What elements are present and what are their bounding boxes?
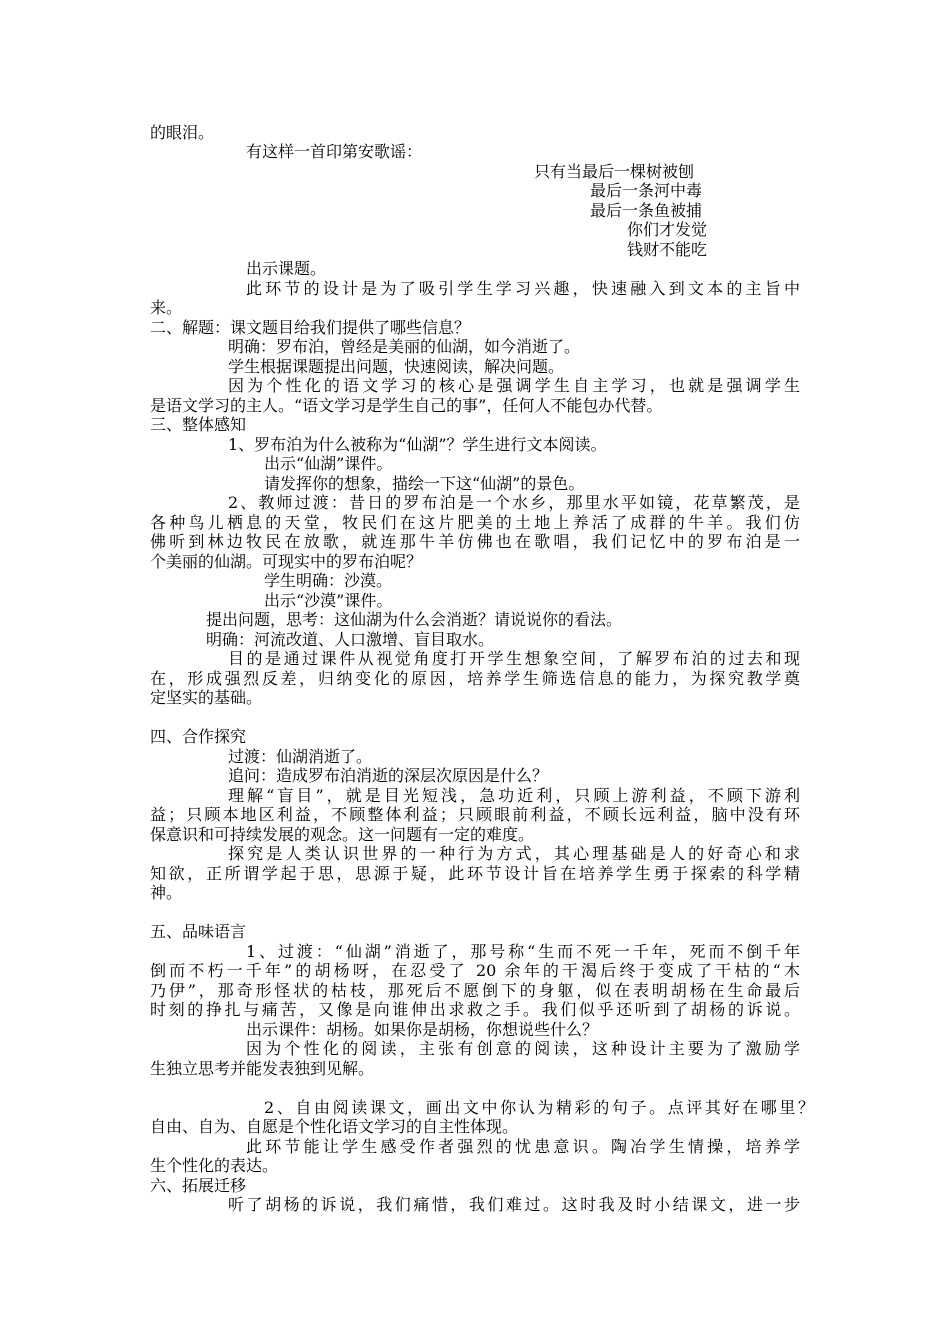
section-heading: 六、拓展迁移 xyxy=(150,1176,247,1195)
text-line: 倒而不朽一千年”的胡杨呀，在忍受了 20 余年的干渴后终于变成了干枯的“木 xyxy=(150,961,800,980)
text-line: 1、过渡：“仙湖”消逝了，那号称“生而不死一千年，死而不倒千年 xyxy=(246,942,800,961)
text-line: 此环节能让学生感受作者强烈的忧患意识。陶冶学生情操，培养学 xyxy=(246,1137,800,1156)
text-line: 个美丽的仙湖。可现实中的罗布泊呢？ xyxy=(150,552,423,571)
text-line: 提出问题，思考：这仙湖为什么会消逝？请说说你的看法。 xyxy=(206,610,623,629)
text-line: 听了胡杨的诉说，我们痛惜，我们难过。这时我及时小结课文，进一步 xyxy=(228,1195,800,1214)
text-line: 因为个性化的阅读，主张有创意的阅读，这种设计主要为了激励学 xyxy=(246,1039,800,1058)
poem-line: 钱财不能吃 xyxy=(627,240,708,259)
text-line: 定坚实的基础。 xyxy=(150,688,263,707)
text-line: 神。 xyxy=(150,883,183,902)
text-line: 2、教师过渡：昔日的罗布泊是一个水乡，那里水平如镜，花草繁茂，是 xyxy=(228,493,800,512)
text-line: 自由、自为、自愿是个性化语文学习的自主性体现。 xyxy=(150,1117,519,1136)
poem-line: 你们才发觉 xyxy=(627,220,708,239)
text-line: 出示课件：胡杨。如果你是胡杨，你想说些什么？ xyxy=(246,1020,599,1039)
text-line: 时刻的挣扎与痛苦，又像是向谁伸出求救之手。我们似乎还听到了胡杨的诉说。 xyxy=(150,1000,800,1019)
text-line: 学生根据课题提出问题，快速阅读，解决问题。 xyxy=(228,357,565,376)
text-line: 因为个性化的语文学习的核心是强调学生自主学习，也就是强调学生 xyxy=(228,376,800,395)
section-heading: 四、合作探究 xyxy=(150,727,247,746)
text-line: 出示课题。 xyxy=(246,259,327,278)
text-line: 佛听到林边牧民在放歌，就连那牛羊仿佛也在歌唱，我们记忆中的罗布泊是一 xyxy=(150,532,800,551)
section-heading: 三、整体感知 xyxy=(150,415,247,434)
text-line: 出示“仙湖”课件。 xyxy=(264,454,393,473)
poem-line: 最后一条河中毒 xyxy=(590,181,703,200)
text-line: 的眼泪。 xyxy=(150,123,215,142)
text-line: 学生明确：沙漠。 xyxy=(264,571,393,590)
text-line: 追问：造成罗布泊消逝的深层次原因是什么？ xyxy=(228,766,549,785)
text-line: 明确：罗布泊，曾经是美丽的仙湖，如今消逝了。 xyxy=(228,337,581,356)
text-line: 理解“盲目”，就是目光短浅，急功近利，只顾上游利益，不顾下游利 xyxy=(228,786,800,805)
text-line: 目的是通过课件从视觉角度打开学生想象空间，了解罗布泊的过去和现 xyxy=(228,649,800,668)
text-line: 在，形成强烈反差，归纳变化的原因，培养学生筛选信息的能力，为探究教学奠 xyxy=(150,669,800,688)
text-line: 是语文学习的主人。“语文学习是学生自己的事”，任何人不能包办代替。 xyxy=(150,396,663,415)
text-line: 益；只顾本地区利益，不顾整体利益；只顾眼前利益，不顾长远利益，脑中没有环 xyxy=(150,805,800,824)
text-line: 1、罗布泊为什么被称为“仙湖”？学生进行文本阅读。 xyxy=(228,435,607,454)
text-line: 请发挥你的想象，描绘一下这“仙湖”的景色。 xyxy=(264,474,585,493)
text-line: 2、自由阅读课文，画出文中你认为精彩的句子。点评其好在哪里？ xyxy=(264,1098,814,1117)
poem-line: 只有当最后一棵树被刨 xyxy=(534,162,695,181)
poem-line: 最后一条鱼被捕 xyxy=(590,201,703,220)
section-heading: 二、解题：课文题目给我们提供了哪些信息？ xyxy=(150,318,471,337)
text-line: 明确：河流改道、人口激增、盲目取水。 xyxy=(206,630,495,649)
text-line: 生独立思考并能发表独到见解。 xyxy=(150,1059,375,1078)
text-line: 此环节的设计是为了吸引学生学习兴趣，快速融入到文本的主旨中 xyxy=(246,279,800,298)
text-line: 来。 xyxy=(150,298,183,317)
text-line: 生个性化的表达。 xyxy=(150,1156,279,1175)
text-line: 保意识和可持续发展的观念。这一问题有一定的难度。 xyxy=(150,825,535,844)
text-line: 过渡：仙湖消逝了。 xyxy=(228,747,373,766)
text-line: 有这样一首印第安歌谣： xyxy=(246,142,423,161)
text-line: 探究是人类认识世界的一种行为方式，其心理基础是人的好奇心和求 xyxy=(228,844,800,863)
text-line: 乃伊”，那奇形怪状的枯枝，那死后不愿倒下的身躯，似在表明胡杨在生命最后 xyxy=(150,981,800,1000)
section-heading: 五、品味语言 xyxy=(150,922,247,941)
text-line: 出示“沙漠”课件。 xyxy=(264,591,393,610)
text-line: 知欲，正所谓学起于思，思源于疑，此环节设计旨在培养学生勇于探索的科学精 xyxy=(150,864,800,883)
text-line: 各种鸟儿栖息的天堂，牧民们在这片肥美的土地上养活了成群的牛羊。我们仿 xyxy=(150,513,800,532)
